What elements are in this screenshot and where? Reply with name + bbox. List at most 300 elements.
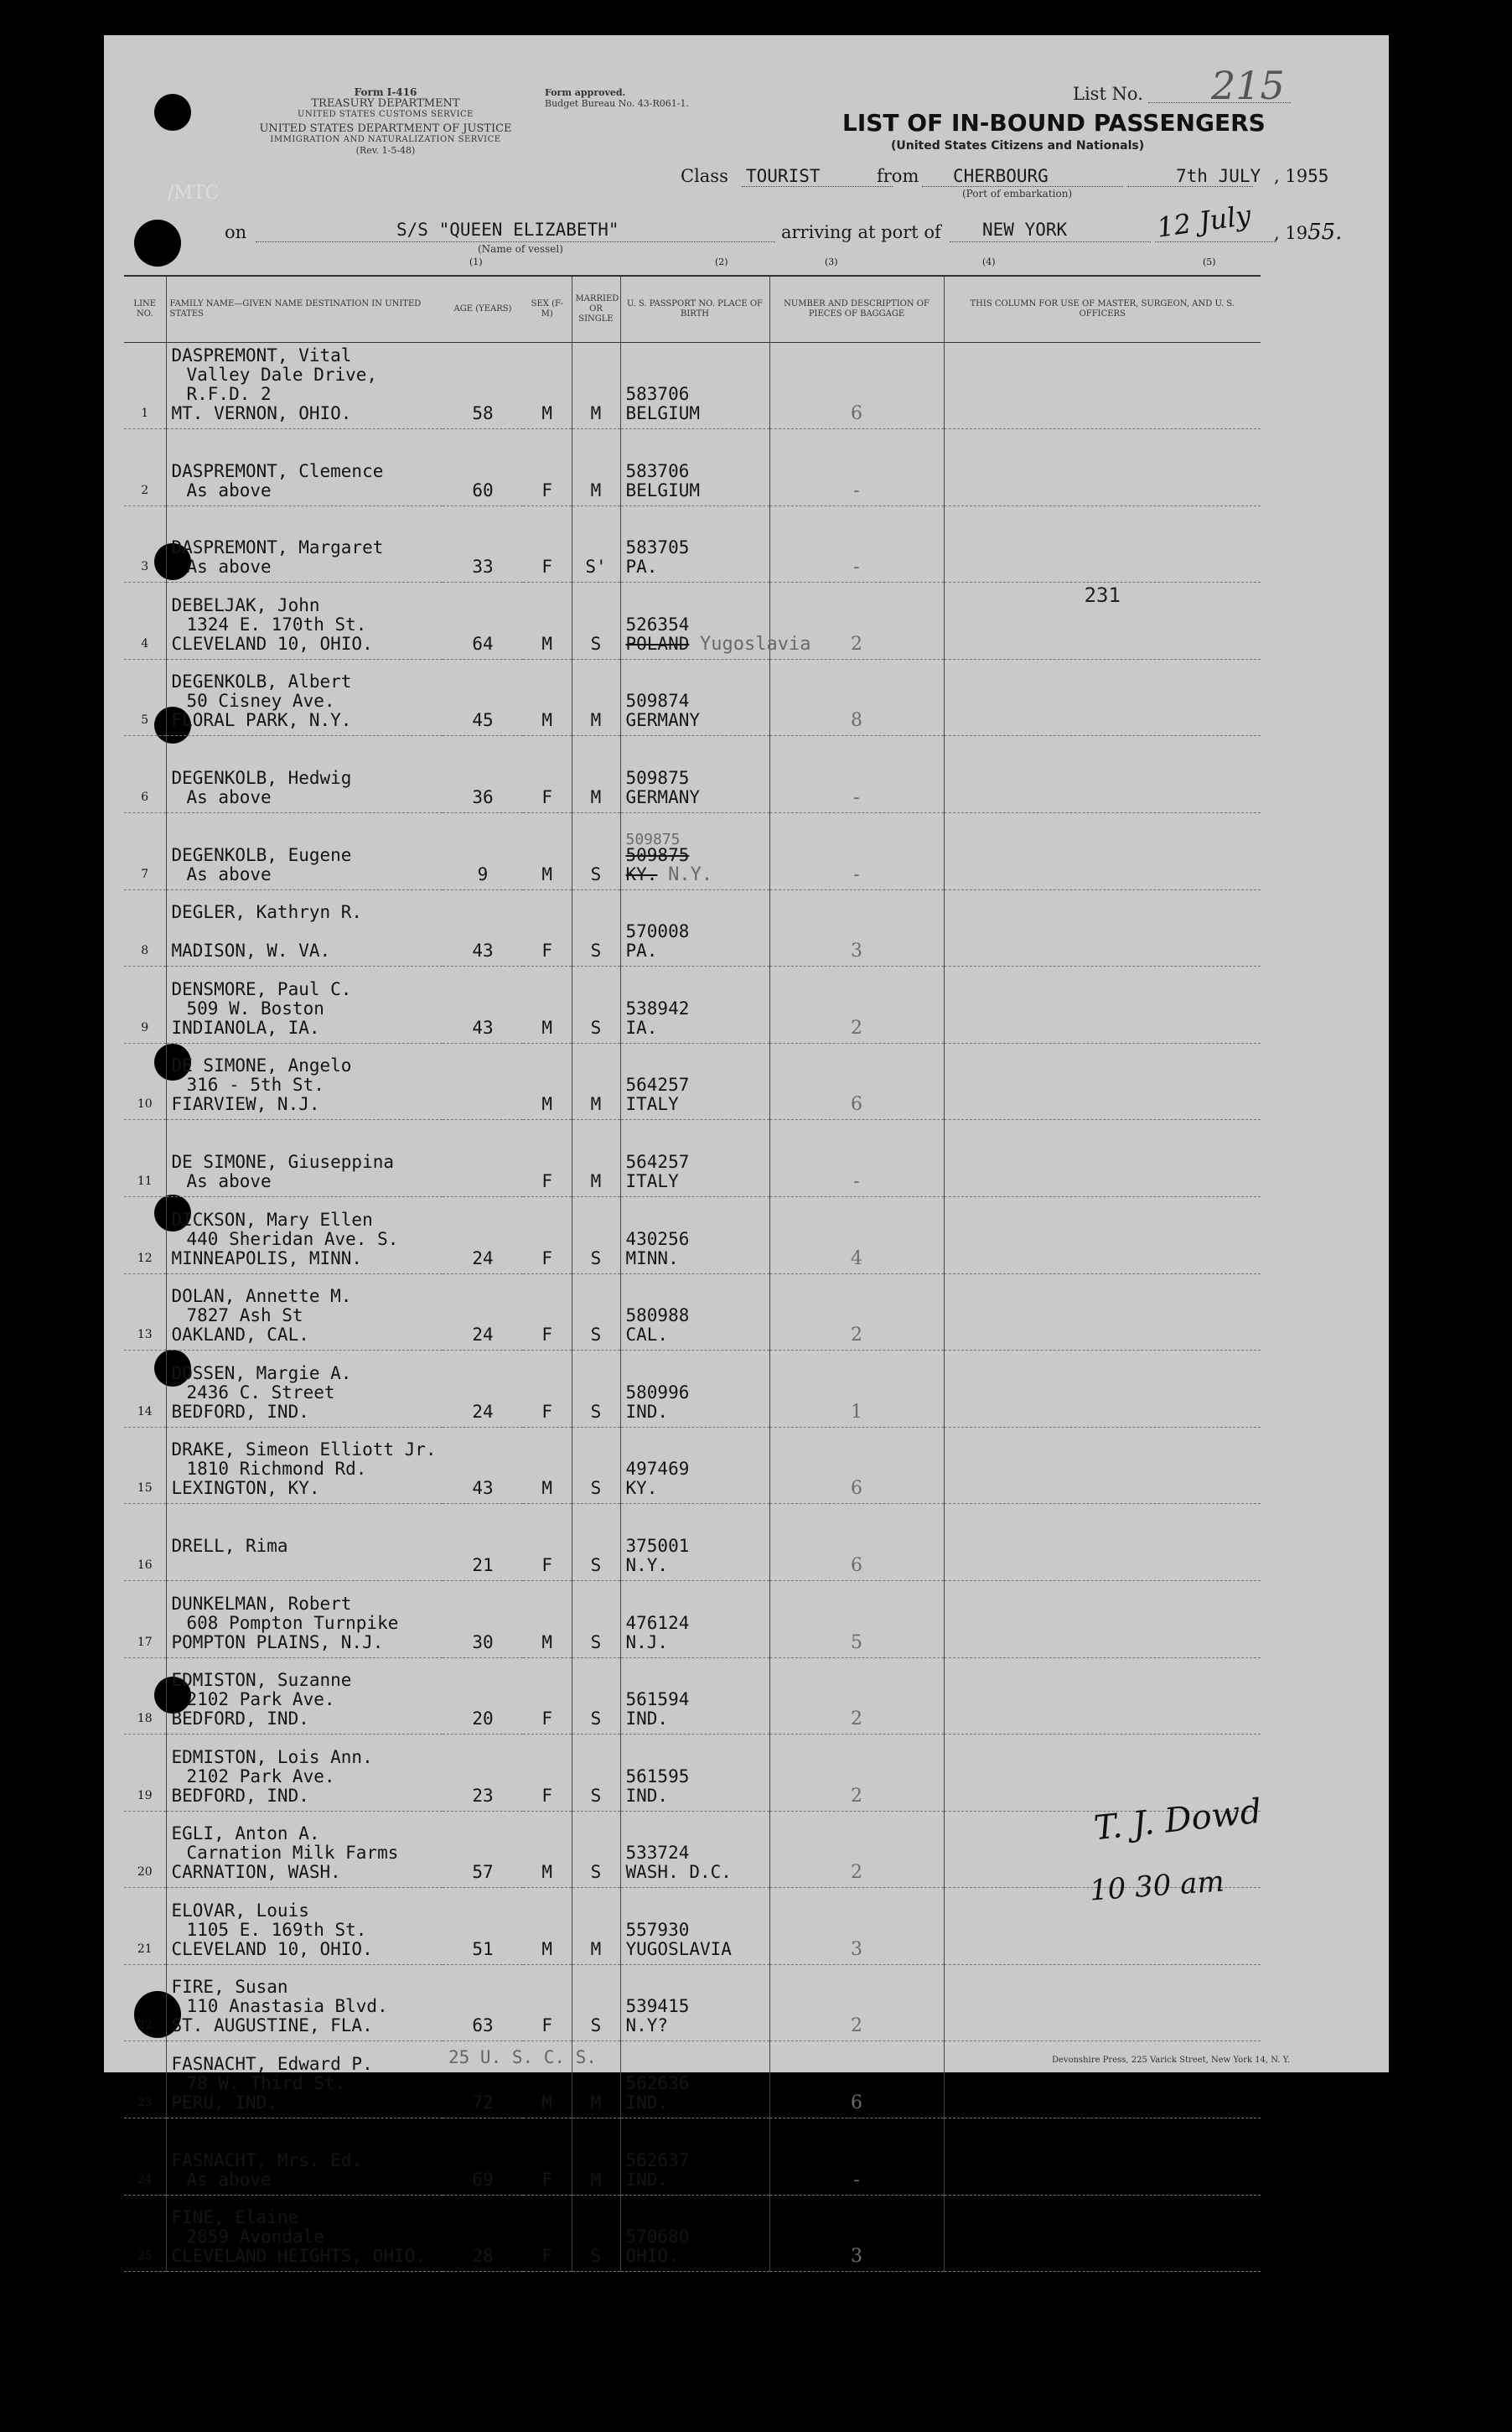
line-number: 21 [137, 1942, 153, 1956]
passport-cell [620, 1196, 769, 1273]
baggage-cell [769, 736, 944, 813]
form-approved: Form approved. [545, 87, 626, 98]
line-number: 14 [137, 1404, 153, 1418]
baggage-cell [769, 1964, 944, 2041]
place-of-birth: ITALY [625, 1170, 679, 1191]
passenger-cell [166, 2195, 443, 2272]
age: 24 [472, 1325, 494, 1346]
table-row [124, 2118, 1261, 2196]
marital-cell [572, 2195, 620, 2272]
place-of-birth: OHIO. [625, 2246, 679, 2267]
birth-correction: N.Y. [668, 863, 713, 885]
sex: F [541, 941, 553, 962]
passenger-cell [166, 736, 443, 813]
place-of-birth: WASH. D.C. [625, 1862, 732, 1883]
place-of-birth: KY. [625, 863, 658, 884]
address-line-2: INDIANOLA, IA. [171, 1017, 320, 1038]
line-number-cell [124, 1427, 166, 1504]
line-number-cell [124, 1735, 166, 1812]
officer-signature: T. J. Dowd [1092, 1792, 1264, 1849]
printer-imprint: Devonshire Press, 225 Varick Street, New York 14, N. Y. [1052, 2056, 1291, 2065]
address-line-2: OAKLAND, CAL. [171, 1325, 309, 1346]
passport-number: 562637 [625, 2149, 690, 2170]
place-of-birth: POLAND [625, 633, 690, 654]
officer-cell [944, 1580, 1261, 1657]
passenger-name: DEGENKOLB, Hedwig [171, 767, 352, 788]
table-row [124, 1120, 1261, 1197]
age: 24 [472, 1401, 494, 1422]
marital-cell [572, 1735, 620, 1812]
baggage-count: 6 [851, 403, 862, 424]
line-number-cell [124, 1888, 166, 1965]
sex-cell [523, 1351, 572, 1428]
marital-status: S [590, 1247, 602, 1268]
baggage-cell [769, 2118, 944, 2196]
age: 63 [472, 2015, 494, 2036]
passport-cell [620, 1811, 769, 1888]
address-line-2: CLEVELAND 10, OHIO. [171, 1938, 373, 1959]
address-line-1: As above [186, 863, 272, 884]
port-embark-note: (Port of embarkation) [962, 188, 1073, 200]
passport-cell [620, 1043, 769, 1120]
officer-note: 231 [1084, 583, 1121, 608]
passport-number: 533724 [625, 1843, 690, 1864]
passport-number: 583705 [625, 537, 690, 558]
table-row [124, 736, 1261, 813]
place-of-birth: CAL. [625, 1325, 669, 1346]
officer-cell [944, 812, 1261, 889]
passenger-name: FASNACHT, Mrs. Ed. [171, 2149, 363, 2170]
sex-cell [523, 1735, 572, 1812]
line-number: 22 [137, 2019, 153, 2033]
age: 36 [472, 786, 494, 807]
address-line-1: 2859 Avondale [186, 2227, 324, 2248]
marital-status: M [590, 2169, 602, 2190]
passenger-cell [166, 1735, 443, 1812]
baggage-cell [769, 1888, 944, 1965]
arrival-date-handwritten: 12 July [1154, 199, 1253, 244]
officer-cell [944, 1351, 1261, 1428]
age: 58 [472, 403, 494, 423]
address-line-1: As above [186, 2169, 272, 2190]
baggage-cell [769, 1811, 944, 1888]
passenger-name: FINE, Elaine [171, 2207, 299, 2228]
address-line-1: 7827 Ash St [186, 1305, 303, 1326]
immigration-service: IMMIGRATION AND NATURALIZATION SERVICE [270, 135, 501, 144]
address-line-2: BEDFORD, IND. [171, 1785, 309, 1806]
passenger-name: EGLI, Anton A. [171, 1823, 320, 1844]
line-number-cell [124, 1504, 166, 1581]
table-row [124, 1273, 1261, 1351]
marital-status: S [590, 1709, 602, 1729]
revision-date: (Rev. 1-5-48) [355, 145, 416, 156]
marital-status: M [590, 403, 602, 423]
passport-number: 580996 [625, 1382, 690, 1403]
marital-status: M [590, 2092, 602, 2113]
passenger-cell [166, 343, 443, 429]
passenger-cell [166, 1120, 443, 1197]
age: 60 [472, 480, 494, 500]
sex: F [541, 1170, 553, 1191]
col-header-line: LINE NO. [124, 276, 166, 343]
line-number-cell [124, 2195, 166, 2272]
baggage-count: 2 [851, 1862, 862, 1884]
passport-cell [620, 812, 769, 889]
marital-cell [572, 1043, 620, 1120]
passenger-cell [166, 1580, 443, 1657]
passenger-cell [166, 583, 443, 660]
address-line-2: MINNEAPOLIS, MINN. [171, 1247, 363, 1268]
passenger-cell [166, 1273, 443, 1351]
address-line-2: FLORAL PARK, N.Y. [171, 710, 352, 731]
passenger-table [124, 275, 1264, 2272]
passenger-cell [166, 1964, 443, 2041]
marital-status: S [590, 1478, 602, 1499]
passenger-name: DRAKE, Simeon Elliott Jr. [171, 1439, 437, 1460]
budget-bureau: Budget Bureau No. 43-R061-1. [545, 98, 690, 109]
line-number-cell [124, 1273, 166, 1351]
passport-cell [620, 1504, 769, 1581]
sex-cell [523, 1811, 572, 1888]
age: 69 [472, 2169, 494, 2190]
marital-status: M [590, 1170, 602, 1191]
marital-cell [572, 429, 620, 506]
place-of-birth: GERMANY [625, 710, 701, 731]
age-cell [443, 1657, 523, 1735]
sex-cell [523, 736, 572, 813]
age-cell [443, 1580, 523, 1657]
officer-cell [944, 1504, 1261, 1581]
marital-cell [572, 506, 620, 583]
marital-cell [572, 1120, 620, 1197]
baggage-cell [769, 889, 944, 967]
table-row [124, 1427, 1261, 1504]
year-prefix: , 19 [1274, 166, 1308, 186]
col-header-passport: U. S. PASSPORT NO. PLACE OF BIRTH [620, 276, 769, 343]
passport-cell [620, 967, 769, 1044]
sex-cell [523, 1427, 572, 1504]
passenger-cell [166, 1657, 443, 1735]
line-number: 16 [137, 1558, 153, 1572]
place-of-birth: IND. [625, 1401, 669, 1422]
marital-status: M [590, 480, 602, 500]
address-line-1: 2436 C. Street [186, 1382, 335, 1403]
age-cell [443, 506, 523, 583]
marital-status: S [590, 1862, 602, 1883]
table-row [124, 659, 1261, 736]
address-line-2: FIARVIEW, N.J. [171, 1094, 320, 1115]
passport-number: 564257 [625, 1151, 690, 1172]
passport-cell [620, 2041, 769, 2118]
baggage-count: - [853, 863, 860, 885]
margin-note: /MTC [168, 183, 220, 204]
baggage-cell [769, 429, 944, 506]
arrival-port: NEW YORK [982, 220, 1068, 240]
place-of-birth: PA. [625, 941, 658, 962]
age-cell [443, 1735, 523, 1812]
line-number-cell [124, 2118, 166, 2196]
address-line-1: 509 W. Boston [186, 998, 324, 1019]
marital-cell [572, 1888, 620, 1965]
passenger-cell [166, 2118, 443, 2196]
passenger-cell [166, 1043, 443, 1120]
officer-cell [944, 1120, 1261, 1197]
marital-status: S' [585, 557, 607, 578]
table-header-row [124, 276, 1261, 343]
baggage-count: - [853, 557, 860, 578]
address-line-2: LEXINGTON, KY. [171, 1478, 320, 1499]
table-row [124, 1657, 1261, 1735]
line-number: 19 [137, 1788, 153, 1802]
baggage-count: 2 [851, 1785, 862, 1807]
baggage-count: 6 [851, 1478, 862, 1500]
address-line-1: As above [186, 1170, 272, 1191]
marital-cell [572, 659, 620, 736]
col-number-3: (3) [825, 257, 838, 267]
officer-cell [944, 1657, 1261, 1735]
sex-cell [523, 506, 572, 583]
passenger-name: DICKSON, Mary Ellen [171, 1209, 373, 1230]
passport-number: 561595 [625, 1766, 690, 1786]
place-of-birth: N.J. [625, 1631, 669, 1652]
sex: F [541, 480, 553, 500]
list-number: 215 [1211, 63, 1285, 108]
form-subtitle: (United States Citizens and Nationals) [891, 139, 1145, 153]
line-number-cell [124, 889, 166, 967]
address-line-2: POMPTON PLAINS, N.J. [171, 1631, 384, 1652]
form-number: Form I-416 [354, 86, 417, 98]
passport-number: 583706 [625, 384, 690, 404]
sex: M [541, 1631, 553, 1652]
line-number-cell [124, 343, 166, 429]
baggage-count: 3 [851, 941, 862, 962]
line-number: 25 [137, 2249, 153, 2263]
line-number-cell [124, 1120, 166, 1197]
line-number: 20 [137, 1865, 153, 1880]
address-line-1: 2102 Park Ave. [186, 1766, 335, 1786]
passport-cell [620, 889, 769, 967]
passenger-cell [166, 889, 443, 967]
marital-status: S [590, 941, 602, 962]
arriving-label: arriving at port of [781, 222, 941, 242]
passport-cell [620, 1580, 769, 1657]
col-header-married: MARRIED OR SINGLE [572, 276, 620, 343]
officer-cell [944, 429, 1261, 506]
officer-cell [944, 659, 1261, 736]
officer-time: 10 30 am [1088, 1864, 1225, 1908]
marital-status: S [590, 1401, 602, 1422]
officer-cell [944, 2041, 1261, 2118]
baggage-cell [769, 1504, 944, 1581]
line-number: 5 [141, 713, 149, 728]
line-number: 1 [141, 407, 149, 420]
sex-cell [523, 1504, 572, 1581]
baggage-cell [769, 1120, 944, 1197]
passport-number: 557930 [625, 1919, 690, 1940]
line-number-cell [124, 1580, 166, 1657]
passenger-name: DUNKELMAN, Robert [171, 1593, 352, 1614]
baggage-cell [769, 967, 944, 1044]
sex: M [541, 710, 553, 731]
officer-cell [944, 1273, 1261, 1351]
age-cell [443, 889, 523, 967]
baggage-count: 3 [851, 2246, 862, 2268]
address-line-1: 316 - 5th St. [186, 1075, 324, 1096]
sex: F [541, 1785, 553, 1806]
passport-cell [620, 1427, 769, 1504]
line-number-cell [124, 1351, 166, 1428]
passenger-cell [166, 1504, 443, 1581]
age-cell [443, 1964, 523, 2041]
officer-cell [944, 583, 1261, 660]
place-of-birth: N.Y. [625, 1554, 669, 1575]
marital-status: S [590, 2246, 602, 2267]
sex-cell [523, 1043, 572, 1120]
marital-cell [572, 583, 620, 660]
baggage-cell [769, 812, 944, 889]
col-number-5: (5) [1203, 257, 1216, 267]
address-line-2: BEDFORD, IND. [171, 1401, 309, 1422]
sex: M [541, 1938, 553, 1959]
sex: M [541, 1094, 553, 1115]
sex-cell [523, 1657, 572, 1735]
sex-cell [523, 1964, 572, 2041]
sex: F [541, 1247, 553, 1268]
passport-number: 509874 [625, 691, 690, 712]
treasury-dept: TREASURY DEPARTMENT [311, 97, 460, 110]
line-number: 4 [141, 636, 149, 651]
passenger-name: DEBELJAK, John [171, 594, 320, 615]
passport-number: 583706 [625, 460, 690, 481]
table-row [124, 889, 1261, 967]
passenger-name: FASNACHT, Edward P. [171, 2054, 373, 2075]
class-value: TOURIST [746, 166, 821, 186]
vessel-name: S/S "QUEEN ELIZABETH" [396, 220, 619, 240]
marital-cell [572, 812, 620, 889]
sex: M [541, 863, 553, 884]
passport-cell [620, 343, 769, 429]
baggage-cell [769, 1657, 944, 1735]
passenger-name: DOSSEN, Margie A. [171, 1362, 352, 1383]
sex: M [541, 2092, 553, 2113]
table-row [124, 967, 1261, 1044]
passenger-cell [166, 2041, 443, 2118]
passport-number: 509875 [625, 844, 690, 865]
sex: M [541, 633, 553, 654]
passport-cell [620, 429, 769, 506]
passenger-name: DEGENKOLB, Albert [171, 672, 352, 692]
officer-cell [944, 1964, 1261, 2041]
passport-cell [620, 736, 769, 813]
line-number: 15 [137, 1481, 153, 1496]
baggage-cell [769, 2041, 944, 2118]
marital-cell [572, 1504, 620, 1581]
marital-cell [572, 1580, 620, 1657]
address-line-1: 440 Sheridan Ave. S. [186, 1228, 399, 1249]
baggage-count: 5 [851, 1631, 862, 1653]
age: 51 [472, 1938, 494, 1959]
passport-number: 580988 [625, 1305, 690, 1326]
line-number-cell [124, 429, 166, 506]
address-line-1: Carnation Milk Farms [186, 1843, 399, 1864]
officer-cell [944, 2118, 1261, 2196]
age-cell [443, 967, 523, 1044]
passport-number: 476124 [625, 1612, 690, 1633]
baggage-cell [769, 1735, 944, 1812]
sex: F [541, 2169, 553, 2190]
marital-status: S [590, 1631, 602, 1652]
passenger-cell [166, 1196, 443, 1273]
sex: F [541, 1709, 553, 1729]
officer-cell [944, 343, 1261, 429]
age: 64 [472, 633, 494, 654]
place-of-birth: BELGIUM [625, 403, 701, 423]
passport-number: 538942 [625, 998, 690, 1019]
departure-year: 55 [1307, 166, 1329, 186]
line-number: 24 [137, 2172, 153, 2186]
line-number: 13 [137, 1328, 153, 1342]
age-cell [443, 1120, 523, 1197]
marital-status: S [590, 1017, 602, 1038]
table-row [124, 583, 1261, 660]
marital-cell [572, 1427, 620, 1504]
line-number: 7 [141, 867, 149, 881]
passport-number: 539415 [625, 1996, 690, 2017]
passport-cell [620, 2118, 769, 2196]
table-row [124, 506, 1261, 583]
officer-cell [944, 1196, 1261, 1273]
passport-cell [620, 1120, 769, 1197]
marital-cell [572, 967, 620, 1044]
place-of-birth: PA. [625, 557, 658, 578]
line-number-cell [124, 967, 166, 1044]
table-row [124, 429, 1261, 506]
baggage-cell [769, 1043, 944, 1120]
line-number: 11 [137, 1174, 153, 1188]
address-line-2: BEDFORD, IND. [171, 1709, 309, 1729]
marital-status: M [590, 710, 602, 731]
marital-status: S [590, 2015, 602, 2036]
line-number: 9 [141, 1020, 149, 1035]
address-line-2: MADISON, W. VA. [171, 941, 331, 962]
passport-number: 526354 [625, 614, 690, 635]
address-line-1: 1105 E. 169th St. [186, 1919, 367, 1940]
baggage-count: 6 [851, 1554, 862, 1576]
passenger-name: DEGLER, Kathryn R. [171, 902, 363, 923]
baggage-count: 8 [851, 710, 862, 732]
age: 28 [472, 2246, 494, 2267]
sex: M [541, 1478, 553, 1499]
justice-dept: UNITED STATES DEPARTMENT OF JUSTICE [259, 122, 512, 135]
punch-hole [134, 220, 181, 267]
passenger-name: DE SIMONE, Angelo [171, 1055, 352, 1076]
age-cell [443, 1811, 523, 1888]
age-cell [443, 659, 523, 736]
passenger-cell [166, 1811, 443, 1888]
address-line-1: As above [186, 786, 272, 807]
passport-cell [620, 2195, 769, 2272]
baggage-cell [769, 343, 944, 429]
form-title: LIST OF IN-BOUND PASSENGERS [842, 109, 1266, 137]
sex: F [541, 557, 553, 578]
table-row [124, 2195, 1261, 2272]
age: 57 [472, 1862, 494, 1883]
passport-cell [620, 1964, 769, 2041]
address-line-1: 78 W. Third St. [186, 2073, 346, 2094]
passenger-cell [166, 506, 443, 583]
sex-cell [523, 583, 572, 660]
place-of-birth: IND. [625, 1785, 669, 1806]
